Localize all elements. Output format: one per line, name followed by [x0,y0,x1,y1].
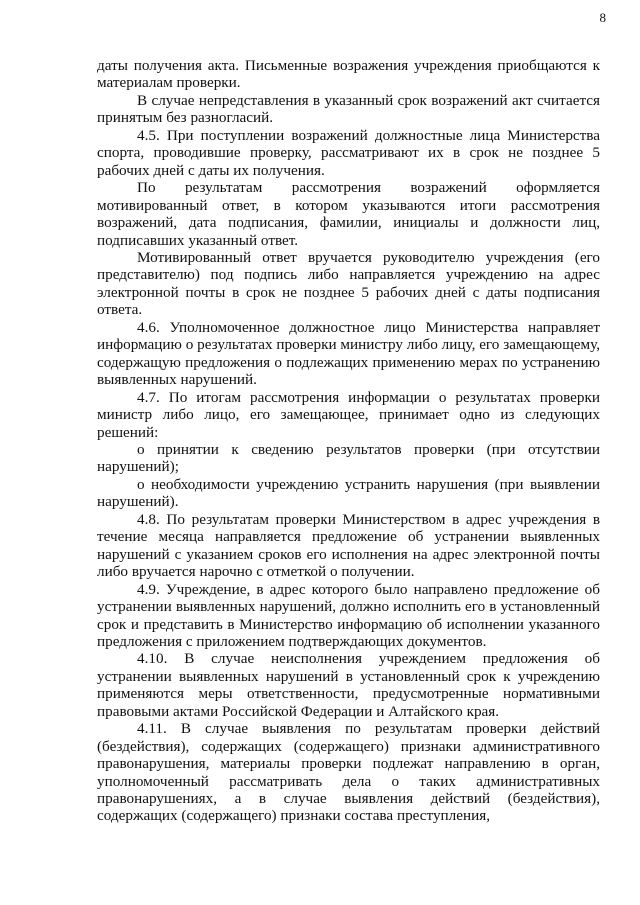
paragraph-4-5: 4.5. При поступлении возражений должностные лица Министерства спорта, проводившие проверку, рассматривают их в срок не позднее 5 рабочих дней с даты их получения. [97,126,600,179]
paragraph-decision-acknowledge: о принятии к сведению результатов проверки (при отсутствии нарушений); [97,440,600,476]
paragraph-response-delivery: Мотивированный ответ вручается руководителю учреждения (его представителю) под подпись либо направляется учреждению на адрес электронной почты в срок не позднее 5 рабочих дней с даты подписания ответа. [97,248,600,319]
document-body [97,57,600,825]
paragraph-4-8: 4.8. По результатам проверки Министерством в адрес учреждения в течение месяца направляется предложение об устранении выявленных нарушений с указанием сроков его исполнения на адрес электронной почты либо вручается нарочно с отметкой о получении. [97,510,600,581]
paragraph-4-10: 4.10. В случае неисполнения учреждением предложения об устранении выявленных нарушений в установленный срок к учреждению применяются меры ответственности, предусмотренные нормативными правовыми актами Российской Федерации и Алтайского края. [97,650,600,720]
paragraph-4-11: 4.11. В случае выявления по результатам проверки действий (бездействия), содержащих (содержащего) признаки административного правонарушения, материалы проверки подлежат направлению в орган, уполномоченный рассматривать дела о таких административных правонарушениях, а в случае выявления действий (бездействия), содержащих (содержащего) признаки состава преступления, [97,720,600,825]
paragraph-4-9: 4.9. Учреждение, в адрес которого было направлено предложение об устранении выявленных нарушений, должно исполнить его в установленный срок и представить в Министерство информацию об исполнении указанного предложения с приложением подтверждающих документов. [97,580,600,650]
paragraph-4-7: 4.7. По итогам рассмотрения информации о результатах проверки министр либо лицо, его замещающее, принимает одно из следующих решений: [97,388,600,441]
paragraph-4-6: 4.6. Уполномоченное должностное лицо Министерства направляет информацию о результатах проверки министру либо лицу, его замещающему, содержащую предложения о подлежащих применению мерах по устранению выявленных нарушений. [97,318,600,389]
paragraph-reasoned-response: По результатам рассмотрения возражений оформляется мотивированный ответ, в котором указываются итоги рассмотрения возражений, дата подписания, фамилии, инициалы и должности лиц, подписавших указанный ответ. [97,179,600,249]
paragraph-decision-remedy: о необходимости учреждению устранить нарушения (при выявлении нарушений). [97,475,600,511]
paragraph-continuation: даты получения акта. Письменные возражения учреждения приобщаются к материалам проверки. [97,57,600,92]
page-number: 8 [599,10,606,25]
paragraph-no-objections: В случае непредставления в указанный срок возражений акт считается принятым без разногласий. [97,91,600,127]
